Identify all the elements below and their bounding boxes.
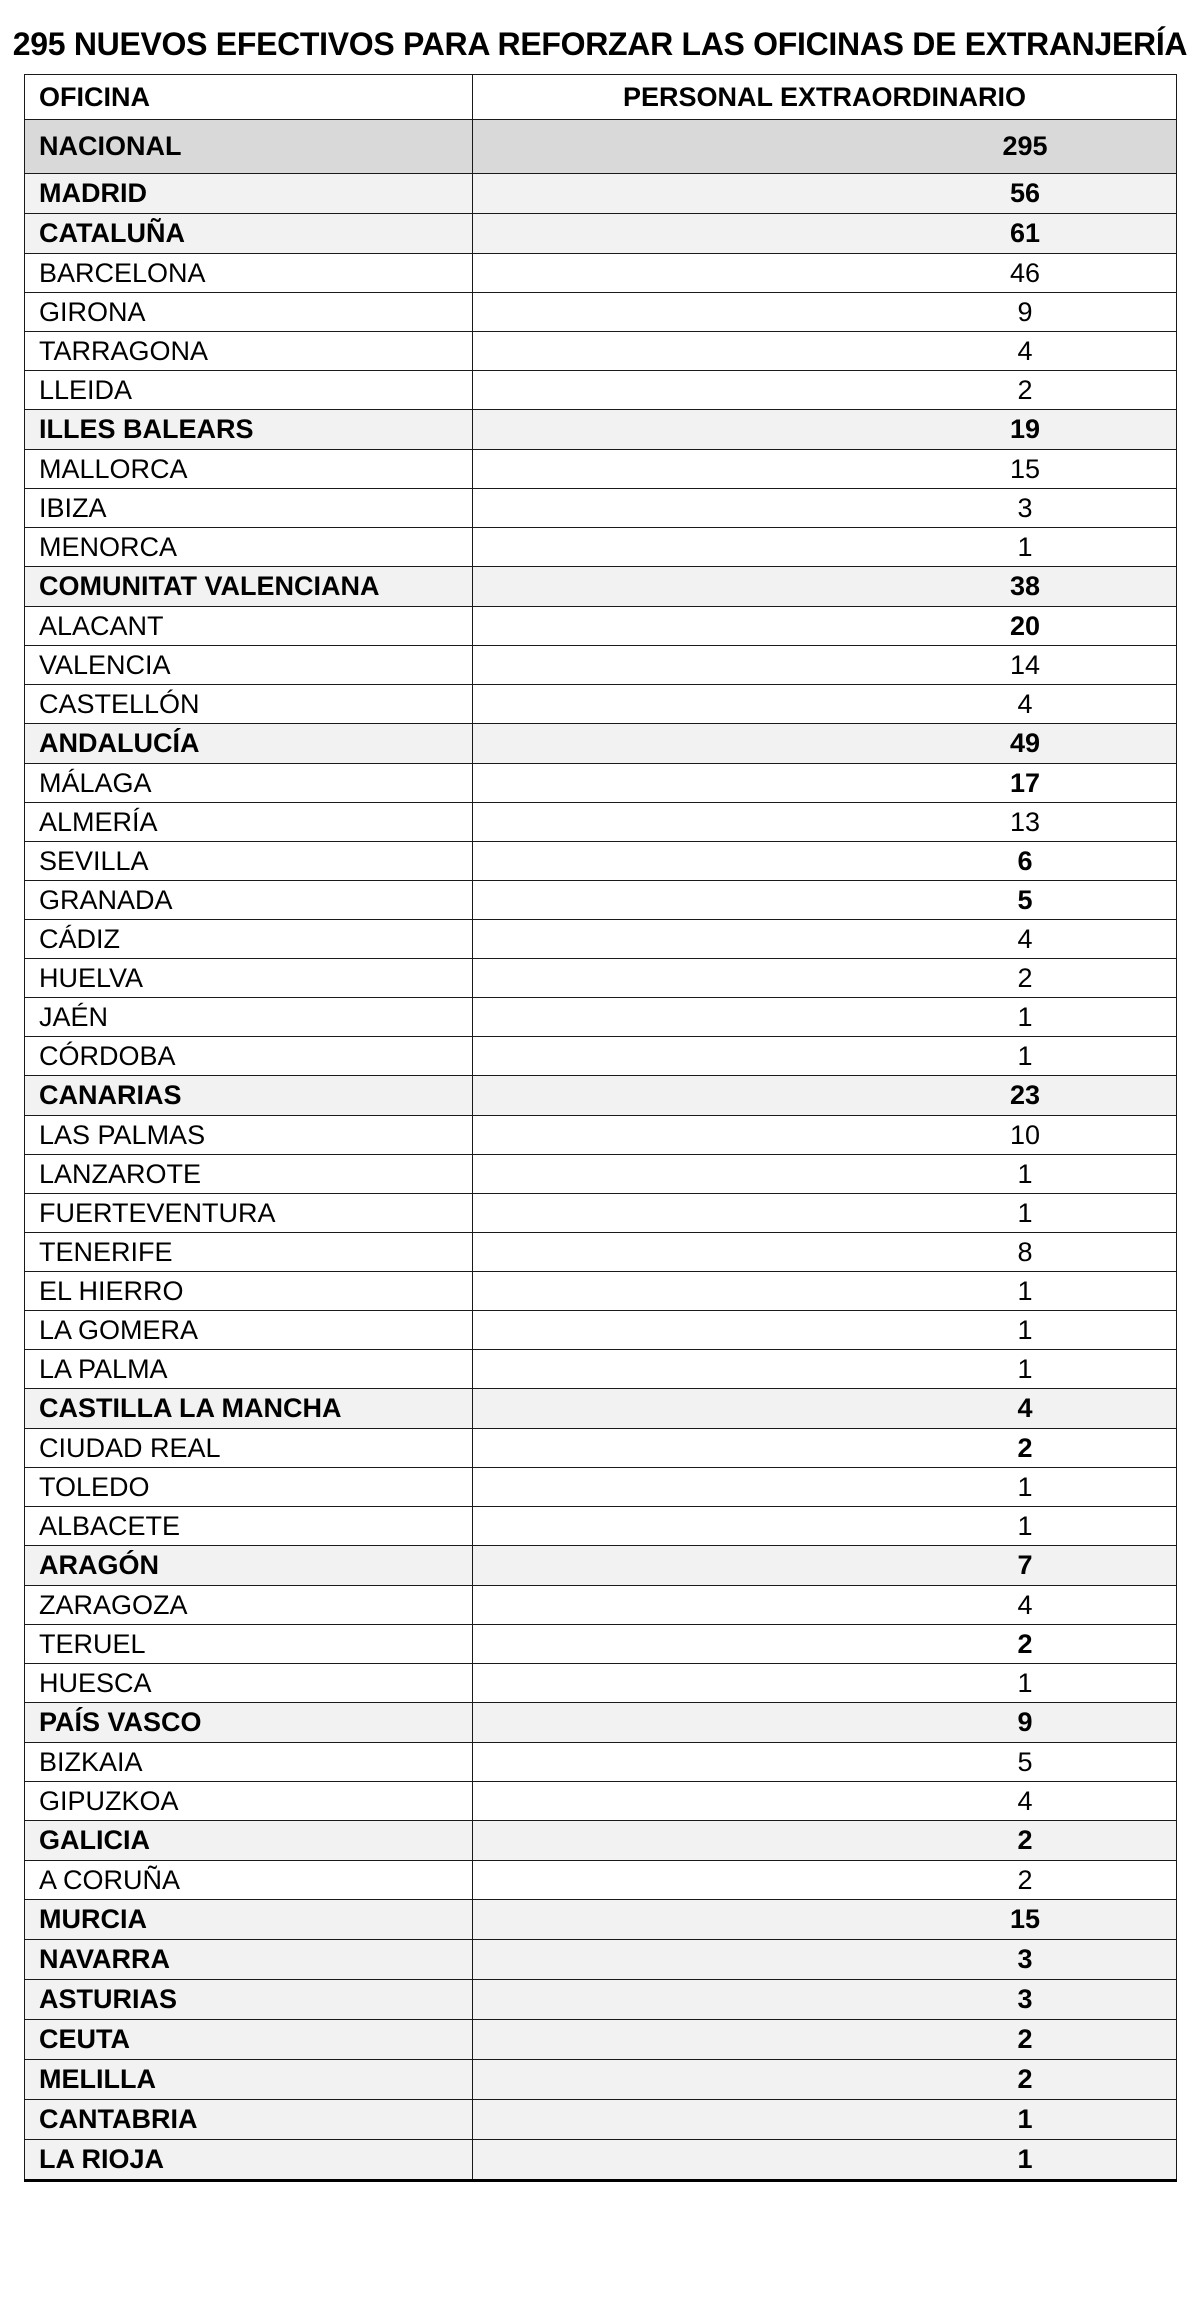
office-name: CANARIAS	[25, 1076, 473, 1116]
staff-count	[473, 764, 1177, 803]
staff-count	[473, 528, 1177, 567]
staff-count	[473, 1980, 1177, 2020]
staff-count	[473, 1389, 1177, 1429]
staff-count	[473, 1429, 1177, 1468]
staff-count	[473, 1743, 1177, 1782]
staff-count-value: 4	[1017, 688, 1033, 719]
staff-count	[473, 1546, 1177, 1586]
staff-count	[473, 1782, 1177, 1821]
table-row	[25, 371, 1177, 410]
staff-count-value: 8	[1017, 1236, 1033, 1267]
staff-count-value: 5	[1017, 884, 1033, 915]
table-row	[25, 1233, 1177, 1272]
staff-count	[473, 607, 1177, 646]
staff-count	[473, 450, 1177, 489]
staff-count-value: 1	[1017, 531, 1033, 562]
office-name: TENERIFE	[25, 1233, 473, 1272]
staff-count	[473, 2020, 1177, 2060]
staff-count-value: 2	[1017, 1825, 1033, 1855]
region-row	[25, 567, 1177, 607]
office-name: LANZAROTE	[25, 1155, 473, 1194]
office-name: NAVARRA	[25, 1940, 473, 1980]
office-name: CEUTA	[25, 2020, 473, 2060]
staff-count-value: 49	[1009, 728, 1041, 758]
staff-count	[473, 120, 1177, 174]
office-name: CATALUÑA	[25, 214, 473, 254]
region-row	[25, 2140, 1177, 2181]
table-row	[25, 254, 1177, 293]
table-row	[25, 1155, 1177, 1194]
staff-count-value: 23	[1009, 1080, 1041, 1110]
office-name: TARRAGONA	[25, 332, 473, 371]
office-name: GIPUZKOA	[25, 1782, 473, 1821]
office-name: CÁDIZ	[25, 920, 473, 959]
staff-count-value: 15	[1009, 1904, 1041, 1934]
table-row	[25, 1782, 1177, 1821]
table-row	[25, 1194, 1177, 1233]
column-header-staff: PERSONAL EXTRAORDINARIO	[473, 75, 1177, 120]
region-row	[25, 2020, 1177, 2060]
staff-count-value: 1	[1017, 2144, 1033, 2174]
staff-count	[473, 646, 1177, 685]
staff-count	[473, 214, 1177, 254]
office-name: LA PALMA	[25, 1350, 473, 1389]
staff-count	[473, 1076, 1177, 1116]
office-name: ALBACETE	[25, 1507, 473, 1546]
staff-count-value: 3	[1017, 492, 1033, 523]
staff-count	[473, 567, 1177, 607]
staff-count	[473, 1350, 1177, 1389]
staff-count-value: 1	[1017, 1001, 1033, 1032]
office-name: LA GOMERA	[25, 1311, 473, 1350]
staff-count-value: 3	[1017, 1944, 1033, 1974]
office-name: HUESCA	[25, 1664, 473, 1703]
staff-count-value: 19	[1009, 414, 1041, 444]
office-name: FUERTEVENTURA	[25, 1194, 473, 1233]
region-row	[25, 214, 1177, 254]
table-header	[25, 75, 1177, 120]
region-row	[25, 1980, 1177, 2020]
table-row	[25, 959, 1177, 998]
region-row	[25, 1546, 1177, 1586]
staff-count	[473, 371, 1177, 410]
region-row	[25, 2060, 1177, 2100]
total-row	[25, 120, 1177, 174]
staff-count-value: 5	[1017, 1746, 1033, 1777]
office-name: CIUDAD REAL	[25, 1429, 473, 1468]
region-row	[25, 174, 1177, 214]
office-name: GALICIA	[25, 1821, 473, 1861]
staff-count-value: 1	[1017, 2104, 1033, 2134]
office-name: PAÍS VASCO	[25, 1703, 473, 1743]
staff-count	[473, 2140, 1177, 2181]
staff-count	[473, 1703, 1177, 1743]
staff-count	[473, 920, 1177, 959]
office-name: LLEIDA	[25, 371, 473, 410]
table-row	[25, 1743, 1177, 1782]
office-name: NACIONAL	[25, 120, 473, 174]
office-name: BIZKAIA	[25, 1743, 473, 1782]
table-row	[25, 842, 1177, 881]
staff-count	[473, 1507, 1177, 1546]
table-row	[25, 764, 1177, 803]
staff-count-value: 56	[1009, 178, 1041, 208]
staff-count-value: 6	[1017, 845, 1033, 876]
staff-count-value: 2	[1017, 962, 1033, 993]
table-row	[25, 450, 1177, 489]
staff-count-value: 295	[1002, 131, 1048, 161]
staff-count-value: 4	[1017, 1393, 1033, 1423]
table-row	[25, 1350, 1177, 1389]
region-row	[25, 1703, 1177, 1743]
office-name: CASTELLÓN	[25, 685, 473, 724]
staff-count	[473, 1194, 1177, 1233]
office-name: MELILLA	[25, 2060, 473, 2100]
table-row	[25, 920, 1177, 959]
staff-count-value: 1	[1017, 1275, 1033, 1306]
staff-count	[473, 881, 1177, 920]
office-name: EL HIERRO	[25, 1272, 473, 1311]
table-row	[25, 1586, 1177, 1625]
region-row	[25, 1821, 1177, 1861]
staff-count-value: 17	[1009, 767, 1041, 798]
office-name: ALMERÍA	[25, 803, 473, 842]
office-name: GRANADA	[25, 881, 473, 920]
staff-count	[473, 1861, 1177, 1900]
table-row	[25, 803, 1177, 842]
office-name: HUELVA	[25, 959, 473, 998]
staff-count-value: 1	[1017, 1353, 1033, 1384]
office-name: LA RIOJA	[25, 2140, 473, 2181]
office-name: TOLEDO	[25, 1468, 473, 1507]
staff-count	[473, 685, 1177, 724]
staff-count-value: 1	[1017, 1471, 1033, 1502]
office-name: CÓRDOBA	[25, 1037, 473, 1076]
office-name: MURCIA	[25, 1900, 473, 1940]
staff-table	[24, 74, 1177, 2182]
staff-count-value: 2	[1017, 1628, 1033, 1659]
staff-count-value: 2	[1017, 2064, 1033, 2094]
staff-count	[473, 724, 1177, 764]
staff-count-value: 46	[1009, 257, 1041, 288]
table-row	[25, 528, 1177, 567]
office-name: MENORCA	[25, 528, 473, 567]
staff-count	[473, 332, 1177, 371]
page-title: 295 NUEVOS EFECTIVOS PARA REFORZAR LAS OFICINAS DE EXTRANJERÍA	[12, 26, 1188, 62]
staff-count	[473, 959, 1177, 998]
region-row	[25, 1389, 1177, 1429]
table-row	[25, 1429, 1177, 1468]
region-row	[25, 724, 1177, 764]
office-name: ARAGÓN	[25, 1546, 473, 1586]
staff-count-value: 61	[1009, 218, 1041, 248]
staff-count	[473, 1821, 1177, 1861]
table-row	[25, 1311, 1177, 1350]
staff-count	[473, 410, 1177, 450]
office-name: ANDALUCÍA	[25, 724, 473, 764]
table-row	[25, 1037, 1177, 1076]
table-row	[25, 998, 1177, 1037]
table-row	[25, 1116, 1177, 1155]
table-row	[25, 293, 1177, 332]
staff-count-value: 2	[1017, 1432, 1033, 1463]
office-name: JAÉN	[25, 998, 473, 1037]
staff-count-value: 9	[1017, 296, 1033, 327]
region-row	[25, 1076, 1177, 1116]
table-body	[25, 120, 1177, 2181]
staff-count	[473, 174, 1177, 214]
office-name: MALLORCA	[25, 450, 473, 489]
staff-count-value: 1	[1017, 1197, 1033, 1228]
office-name: IBIZA	[25, 489, 473, 528]
table-row	[25, 489, 1177, 528]
staff-count-value: 10	[1009, 1119, 1041, 1150]
table-row	[25, 1664, 1177, 1703]
staff-count	[473, 1664, 1177, 1703]
staff-count-value: 4	[1017, 923, 1033, 954]
staff-count	[473, 842, 1177, 881]
staff-count	[473, 1625, 1177, 1664]
table-row	[25, 881, 1177, 920]
staff-count	[473, 2100, 1177, 2140]
staff-count	[473, 1272, 1177, 1311]
table-row	[25, 607, 1177, 646]
table-row	[25, 1625, 1177, 1664]
header-row	[25, 75, 1177, 120]
column-header-office: OFICINA	[25, 75, 473, 120]
staff-count-value: 1	[1017, 1667, 1033, 1698]
table-row	[25, 1861, 1177, 1900]
staff-count-value: 3	[1017, 1984, 1033, 2014]
table-row	[25, 332, 1177, 371]
staff-count-value: 38	[1009, 571, 1041, 601]
office-name: SEVILLA	[25, 842, 473, 881]
office-name: LAS PALMAS	[25, 1116, 473, 1155]
region-row	[25, 1900, 1177, 1940]
staff-count	[473, 1037, 1177, 1076]
office-name: CASTILLA LA MANCHA	[25, 1389, 473, 1429]
staff-count	[473, 293, 1177, 332]
office-name: CANTABRIA	[25, 2100, 473, 2140]
office-name: MADRID	[25, 174, 473, 214]
staff-count	[473, 1233, 1177, 1272]
staff-count	[473, 1900, 1177, 1940]
table-row	[25, 1272, 1177, 1311]
staff-count-value: 1	[1017, 1314, 1033, 1345]
staff-count-value: 2	[1017, 1864, 1033, 1895]
staff-count	[473, 1468, 1177, 1507]
region-row	[25, 410, 1177, 450]
table-row	[25, 1468, 1177, 1507]
region-row	[25, 2100, 1177, 2140]
staff-count-value: 7	[1017, 1550, 1033, 1580]
office-name: A CORUÑA	[25, 1861, 473, 1900]
staff-count	[473, 1155, 1177, 1194]
staff-count-value: 15	[1009, 453, 1041, 484]
staff-count-value: 1	[1017, 1158, 1033, 1189]
staff-count	[473, 1311, 1177, 1350]
region-row	[25, 1940, 1177, 1980]
staff-count-value: 1	[1017, 1510, 1033, 1541]
staff-count-value: 2	[1017, 2024, 1033, 2054]
office-name: MÁLAGA	[25, 764, 473, 803]
office-name: ASTURIAS	[25, 1980, 473, 2020]
staff-count	[473, 1940, 1177, 1980]
staff-count-value: 14	[1009, 649, 1041, 680]
office-name: COMUNITAT VALENCIANA	[25, 567, 473, 607]
office-name: GIRONA	[25, 293, 473, 332]
staff-count	[473, 2060, 1177, 2100]
office-name: VALENCIA	[25, 646, 473, 685]
staff-count	[473, 803, 1177, 842]
staff-count-value: 20	[1009, 610, 1041, 641]
office-name: BARCELONA	[25, 254, 473, 293]
staff-count-value: 9	[1017, 1707, 1033, 1737]
office-name: ALACANT	[25, 607, 473, 646]
table-row	[25, 646, 1177, 685]
staff-count-value: 4	[1017, 1785, 1033, 1816]
staff-count	[473, 489, 1177, 528]
office-name: ZARAGOZA	[25, 1586, 473, 1625]
staff-count-value: 4	[1017, 1589, 1033, 1620]
staff-count	[473, 1116, 1177, 1155]
staff-count-value: 2	[1017, 374, 1033, 405]
staff-count-value: 4	[1017, 335, 1033, 366]
table-row	[25, 1507, 1177, 1546]
staff-count	[473, 998, 1177, 1037]
office-name: TERUEL	[25, 1625, 473, 1664]
table-row	[25, 685, 1177, 724]
staff-count-value: 1	[1017, 1040, 1033, 1071]
staff-count	[473, 1586, 1177, 1625]
staff-count	[473, 254, 1177, 293]
staff-count-value: 13	[1009, 806, 1041, 837]
office-name: ILLES BALEARS	[25, 410, 473, 450]
